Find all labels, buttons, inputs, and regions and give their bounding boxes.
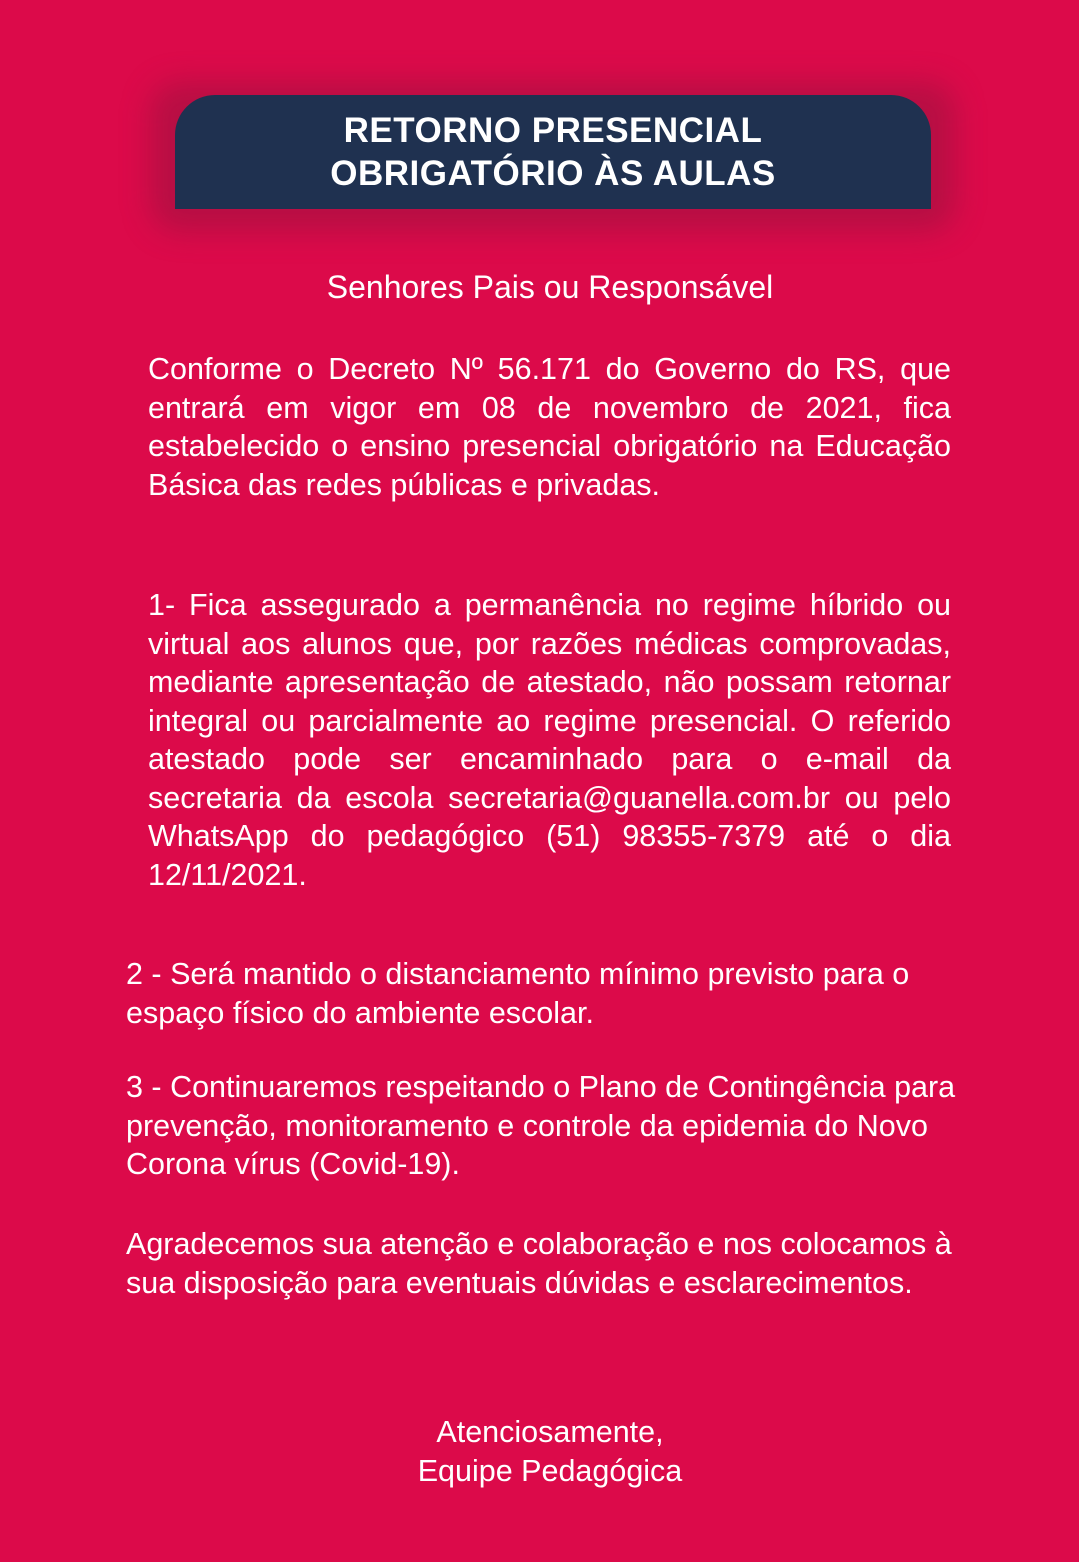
page-title: [330, 109, 776, 195]
signoff: [380, 1413, 720, 1490]
closing-text: Atenciosamente,: [436, 1415, 664, 1449]
title-line-1: RETORNO PRESENCIAL: [343, 111, 763, 150]
title-banner: [175, 95, 931, 209]
intro-paragraph: Conforme o Decreto Nº 56.171 do Governo do RS, que entrará em vigor em 08 de novembro de 2021, fica estabelecido o ensino presencial obrigatório na Educação Básica das redes públicas e privadas.: [148, 352, 951, 502]
greeting: Senhores Pais ou Responsável: [326, 269, 774, 305]
item-3-paragraph: 3 - Continuaremos respeitando o Plano de Contingência para prevenção, monitoramento e controle da epidemia do Novo Corona vírus (Covid-19).: [126, 1070, 956, 1181]
item-2-paragraph: 2 - Será mantido o distanciamento mínimo previsto para o espaço físico do ambiente escolar.: [126, 957, 910, 1030]
title-line-2: OBRIGATÓRIO ÀS AULAS: [330, 154, 776, 193]
thanks-paragraph: Agradecemos sua atenção e colaboração e nos colocamos à sua disposição para eventuais dúvidas e esclarecimentos.: [126, 1227, 952, 1300]
signature-text: Equipe Pedagógica: [417, 1453, 683, 1488]
item-1-paragraph: 1- Fica assegurado a permanência no regime híbrido ou virtual aos alunos que, por razões médicas comprovadas, mediante apresentação de atestado, não possam retornar integral ou parcialmente ao regime presencial. O referido atestado pode ser encaminhado para o e-mail da secretaria da escola secretaria@guanella.com.br ou pelo WhatsApp do pedagógico (51) 98355-7379 até o dia 12/11/2021.: [148, 588, 951, 892]
